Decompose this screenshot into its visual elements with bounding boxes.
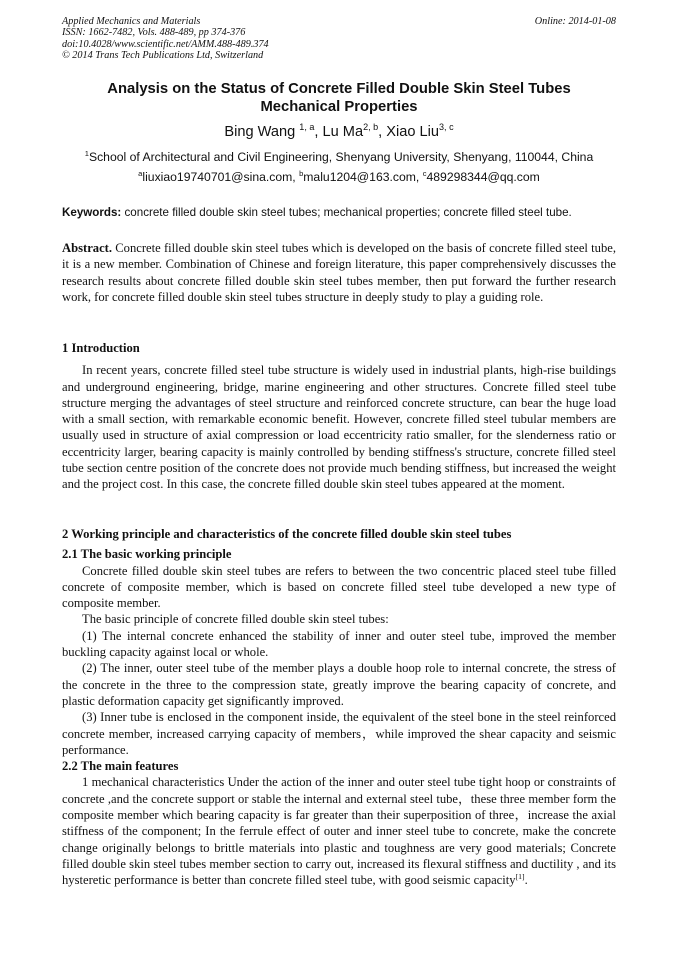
author-sup: 1, a bbox=[299, 122, 315, 133]
title-line-1: Analysis on the Status of Concrete Filled Double Skin Steel Tubes bbox=[107, 81, 571, 97]
abstract bbox=[62, 240, 616, 305]
email-sup: a bbox=[138, 168, 143, 178]
citation-ref: [1] bbox=[515, 872, 525, 882]
copyright-line: © 2014 Trans Tech Publications Ltd, Switzerland bbox=[62, 50, 264, 62]
list-item: (2) The inner, outer steel tube of the member plays a double hoop role to internal concrete, the stress of the concrete in the three to the compression state, greatly improve the bearing capacity of concrete, and plastic deformation capacity get significantly improved. bbox=[62, 661, 616, 708]
author-list bbox=[62, 124, 616, 140]
keywords-text: concrete filled double skin steel tubes; mechanical properties; concrete filled steel tube. bbox=[121, 206, 572, 219]
journal-name: Applied Mechanics and Materials bbox=[62, 16, 201, 27]
paragraph: The basic principle of concrete filled double skin steel tubes: bbox=[82, 612, 389, 627]
keywords-label: Keywords: bbox=[62, 206, 122, 219]
email: malu1204@163.com, bbox=[303, 170, 423, 184]
list-item: (1) The internal concrete enhanced the stability of inner and outer steel tube, improved the member buckling capacity against local or whole. bbox=[62, 628, 616, 660]
doi-line: doi:10.4028/www.scientific.net/AMM.488-489.374 bbox=[62, 38, 269, 50]
online-date: Online: 2014-01-08 bbox=[534, 16, 616, 27]
email-sup: b bbox=[299, 168, 304, 178]
email: liuxiao19740701@sina.com, bbox=[142, 170, 300, 184]
email: 489298344@qq.com bbox=[426, 170, 540, 184]
author-name: , Lu Ma bbox=[314, 124, 364, 140]
paper-title bbox=[62, 80, 616, 116]
affiliation bbox=[62, 150, 616, 164]
email-sup: c bbox=[422, 168, 427, 178]
section-heading: 1 Introduction bbox=[62, 341, 140, 355]
subsection-heading: 2.2 The main features bbox=[62, 759, 179, 774]
subsection-heading: 2.1 The basic working principle bbox=[62, 547, 232, 562]
abstract-label: Abstract. bbox=[62, 241, 113, 255]
paragraph bbox=[62, 774, 616, 888]
section-heading: 2 Working principle and characteristics of the concrete filled double skin steel tubes bbox=[62, 527, 512, 541]
title-line-2: Mechanical Properties bbox=[260, 99, 418, 115]
paragraph: Concrete filled double skin steel tubes are refers to between the two concentric placed steel tube filled concrete of composite member, which is based on concrete filled steel tube developed a new type of composite member. bbox=[62, 563, 616, 611]
author-name: , Xiao Liu bbox=[378, 124, 440, 140]
keywords bbox=[62, 206, 616, 219]
section-2 bbox=[62, 526, 616, 889]
paragraph-text: 1 mechanical characteristics Under the action of the inner and outer steel tube tight hoop or constraints of concrete ,and the concrete support or stable the internal and external steel tube，these three member form the composite member which bearing capacity is far greater than their superposition of three，increase the axial stiffness of the component; In the ferrule effect of outer and inner steel tube to concrete, make the concrete change originally belongs to brittle materials into plastic and toughness are very good materials; Concrete filled double skin steel tubes member section to carry out, increased its flexural stiffness and ductility , and its hysteretic performance is better than concrete filled steel tube, with good seismic capacity bbox=[62, 775, 616, 888]
introduction-section bbox=[62, 340, 616, 493]
author-sup: 3, c bbox=[439, 122, 454, 133]
page-header bbox=[62, 16, 616, 62]
affiliation-sup: 1 bbox=[84, 148, 89, 158]
issn-line: ISSN: 1662-7482, Vols. 488-489, pp 374-376 bbox=[62, 27, 246, 39]
affiliation-text: School of Architectural and Civil Engineering, Shenyang University, Shenyang, 110044, China bbox=[88, 150, 594, 164]
author-name: Bing Wang bbox=[224, 124, 300, 140]
list-item: (3) Inner tube is enclosed in the component inside, the equivalent of the steel bone in the steel reinforced concrete member, increased carrying capacity of members，while improved the shear capacity and seismic performance. bbox=[62, 710, 616, 757]
email-list bbox=[62, 170, 616, 184]
author-sup: 2, b bbox=[363, 122, 379, 133]
intro-paragraph: In recent years, concrete filled steel tube structure is widely used in industrial plants, high-rise buildings and underground engineering, bridge, marine engineering and other structures. Concrete filled steel tube structure merging the advantages of steel structure and reinforced concrete structure, can bear the huge load with a small section, with remarkable economic benefit. However, concrete filled steel tubular members are usually used in structure of axial compression or load eccentricity ratio smaller, for the slenderness ratio or eccentricity larger, bearing capacity is mainly controlled by bending stiffness's structure, concrete filled steel tube section centre position of the concrete does not provide much bending stiffness, but increased the weight and the project cost. In this case, the concrete filled double skin steel tubes appeared at the moment. bbox=[62, 363, 616, 492]
paragraph-end: . bbox=[524, 873, 528, 888]
abstract-text: Concrete filled double skin steel tubes which is developed on the basis of concrete filled steel tube, it is a new member. Combination of Chinese and foreign literature, this paper comprehensively discusses the research results about concrete filled double skin steel tubes member, then put forward the further research work, for concrete filled double skin steel tubes structure in deeply study to play a guiding role. bbox=[62, 241, 616, 304]
